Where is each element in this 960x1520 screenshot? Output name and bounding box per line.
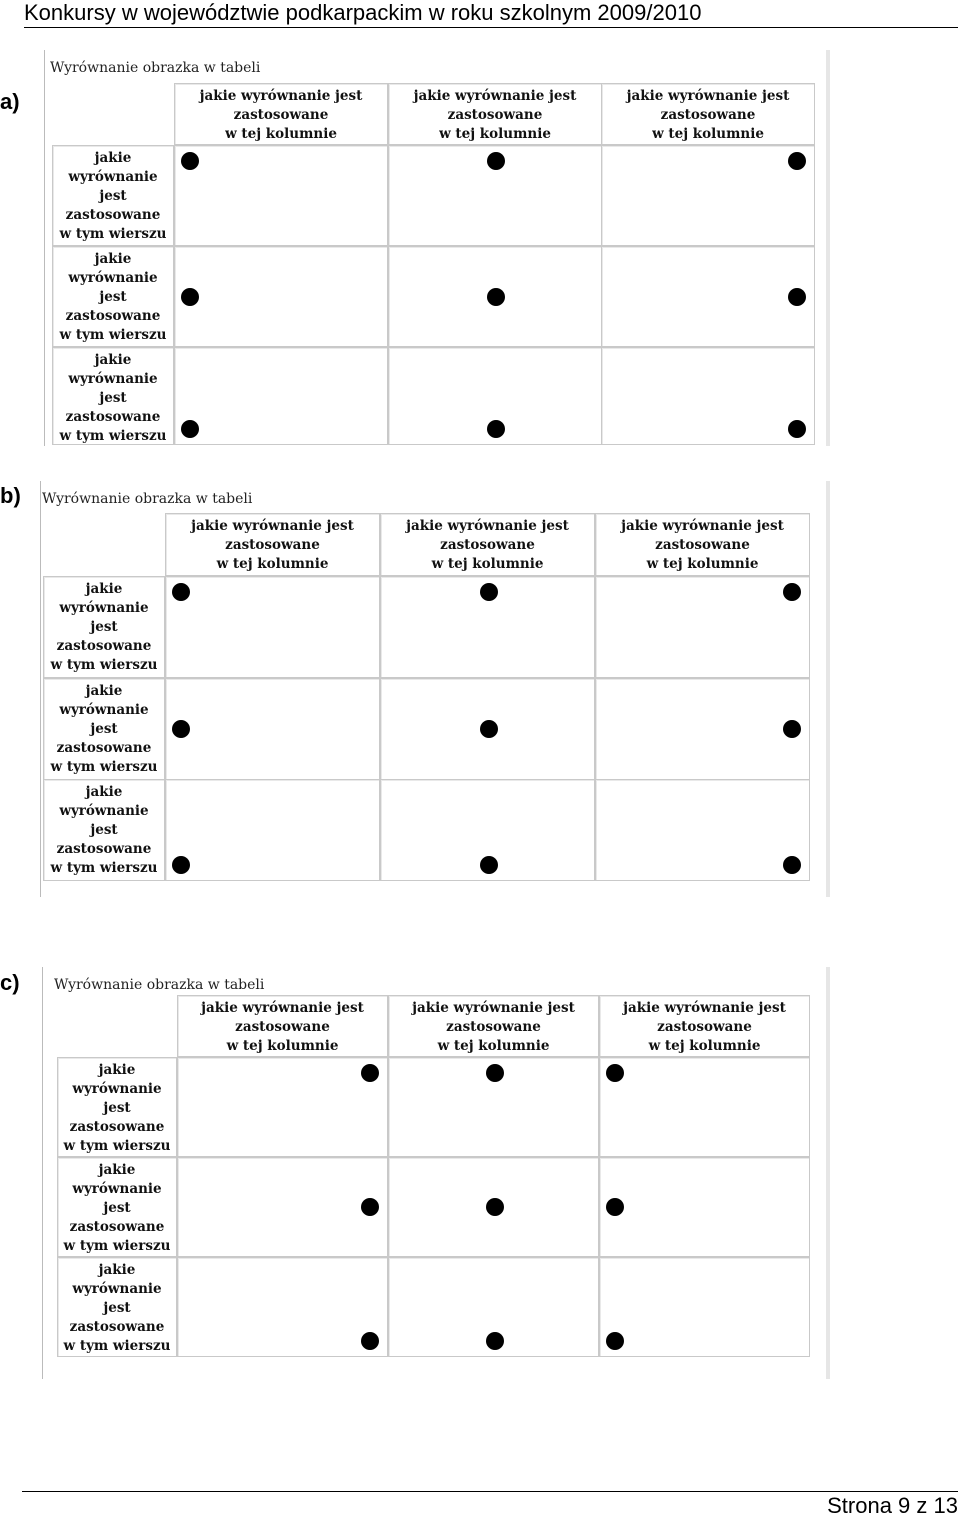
image-cell xyxy=(380,678,595,780)
dot-image xyxy=(361,1332,379,1350)
column-header-text: jakie wyrównanie jest zastosowane w tej kolumnie xyxy=(623,1000,786,1054)
column-header-text: jakie wyrównanie jest zastosowane w tej kolumnie xyxy=(199,88,363,142)
table-caption: Wyrównanie obrazka w tabeli xyxy=(42,491,253,507)
dot-image xyxy=(486,1198,504,1216)
column-header-text: jakie wyrównanie jest zastosowane w tej kolumnie xyxy=(201,1000,364,1054)
row-header-cell xyxy=(52,347,174,445)
column-header-text: jakie wyrównanie jest zastosowane w tej kolumnie xyxy=(412,1000,575,1054)
column-header-cell xyxy=(177,995,388,1057)
column-header-cell xyxy=(174,83,388,145)
row-header-cell xyxy=(43,779,165,881)
image-cell xyxy=(165,678,380,780)
column-header-text: jakie wyrównanie jest zastosowane w tej kolumnie xyxy=(626,88,790,142)
dot-image xyxy=(486,1064,504,1082)
column-header-cell xyxy=(165,513,380,576)
dot-image xyxy=(487,288,505,306)
dot-image xyxy=(788,420,806,438)
dot-image xyxy=(172,720,190,738)
scrollbar-edge xyxy=(826,967,830,1379)
row-header-cell xyxy=(52,145,174,246)
row-header-text: jakie wyrównanie jest zastosowane w tym wierszu xyxy=(50,784,158,876)
image-cell xyxy=(177,1057,388,1157)
column-header-cell xyxy=(388,83,602,145)
image-cell xyxy=(177,1157,388,1257)
image-cell xyxy=(174,145,388,246)
column-header-text: jakie wyrównanie jest zastosowane w tej kolumnie xyxy=(191,518,354,572)
image-cell xyxy=(599,1257,810,1357)
image-cell xyxy=(595,678,810,780)
image-cell xyxy=(388,246,602,347)
column-header-cell xyxy=(380,513,595,576)
dot-image xyxy=(361,1198,379,1216)
dot-image xyxy=(181,288,199,306)
scrollbar-edge xyxy=(826,50,830,446)
dot-image xyxy=(783,583,801,601)
dot-image xyxy=(606,1064,624,1082)
page-footer xyxy=(22,1491,958,1519)
row-header-cell xyxy=(52,246,174,347)
column-header-cell xyxy=(388,995,599,1057)
dot-image xyxy=(480,583,498,601)
dot-image xyxy=(181,420,199,438)
dot-image xyxy=(172,856,190,874)
image-cell xyxy=(388,1157,599,1257)
dot-image xyxy=(606,1198,624,1216)
row-header-text: jakie wyrównanie jest zastosowane w tym wierszu xyxy=(50,683,158,775)
image-cell xyxy=(165,576,380,678)
page-header xyxy=(24,0,958,28)
option-label-b: b) xyxy=(0,483,21,508)
table-screenshot-c xyxy=(42,967,830,1379)
table-screenshot-a xyxy=(44,50,830,446)
dot-image xyxy=(480,856,498,874)
row-header-text: jakie wyrównanie jest zastosowane w tym wierszu xyxy=(59,150,167,242)
row-header-text: jakie wyrównanie jest zastosowane w tym wierszu xyxy=(50,581,158,673)
screenshot-left-border xyxy=(40,481,41,897)
image-cell xyxy=(601,246,815,347)
image-cell xyxy=(380,576,595,678)
screenshot-left-border xyxy=(44,50,45,446)
scrollbar-edge xyxy=(826,481,830,897)
dot-image xyxy=(181,152,199,170)
image-cell xyxy=(601,145,815,246)
dot-image xyxy=(783,856,801,874)
image-cell xyxy=(174,246,388,347)
dot-image xyxy=(788,288,806,306)
column-header-cell xyxy=(599,995,810,1057)
image-cell xyxy=(595,576,810,678)
dot-image xyxy=(480,720,498,738)
row-header-cell xyxy=(57,1257,177,1357)
row-header-cell xyxy=(57,1057,177,1157)
image-cell xyxy=(388,1057,599,1157)
image-cell xyxy=(177,1257,388,1357)
option-label-c: c) xyxy=(0,970,20,995)
screenshot-left-border xyxy=(42,967,43,1379)
image-cell xyxy=(388,1257,599,1357)
page-number: Strona 9 z 13 xyxy=(827,1493,958,1518)
row-header-text: jakie wyrównanie jest zastosowane w tym wierszu xyxy=(59,352,167,444)
dot-image xyxy=(172,583,190,601)
dot-image xyxy=(361,1064,379,1082)
image-cell xyxy=(388,145,602,246)
column-header-text: jakie wyrównanie jest zastosowane w tej kolumnie xyxy=(406,518,569,572)
table-caption: Wyrównanie obrazka w tabeli xyxy=(54,977,265,993)
row-header-text: jakie wyrównanie jest zastosowane w tym wierszu xyxy=(63,1262,171,1354)
dot-image xyxy=(788,152,806,170)
table-screenshot-b xyxy=(40,481,830,897)
column-header-text: jakie wyrównanie jest zastosowane w tej kolumnie xyxy=(413,88,577,142)
column-header-cell xyxy=(601,83,815,145)
row-header-text: jakie wyrównanie jest zastosowane w tym wierszu xyxy=(59,251,167,343)
row-header-cell xyxy=(43,678,165,780)
row-header-text: jakie wyrównanie jest zastosowane w tym wierszu xyxy=(63,1162,171,1254)
row-header-cell xyxy=(57,1157,177,1257)
image-cell xyxy=(380,779,595,881)
image-cell xyxy=(388,347,602,445)
image-cell xyxy=(599,1057,810,1157)
dot-image xyxy=(486,1332,504,1350)
image-cell xyxy=(595,779,810,881)
option-label-a: a) xyxy=(0,89,20,114)
row-header-cell xyxy=(43,576,165,678)
column-header-cell xyxy=(595,513,810,576)
image-cell xyxy=(599,1157,810,1257)
image-cell xyxy=(165,779,380,881)
dot-image xyxy=(606,1332,624,1350)
image-cell xyxy=(601,347,815,445)
image-cell xyxy=(174,347,388,445)
table-caption: Wyrównanie obrazka w tabeli xyxy=(50,60,261,76)
row-header-text: jakie wyrównanie jest zastosowane w tym wierszu xyxy=(63,1062,171,1154)
page-header-title: Konkursy w województwie podkarpackim w roku szkolnym 2009/2010 xyxy=(24,0,702,25)
dot-image xyxy=(487,152,505,170)
dot-image xyxy=(487,420,505,438)
column-header-text: jakie wyrównanie jest zastosowane w tej kolumnie xyxy=(621,518,784,572)
dot-image xyxy=(783,720,801,738)
